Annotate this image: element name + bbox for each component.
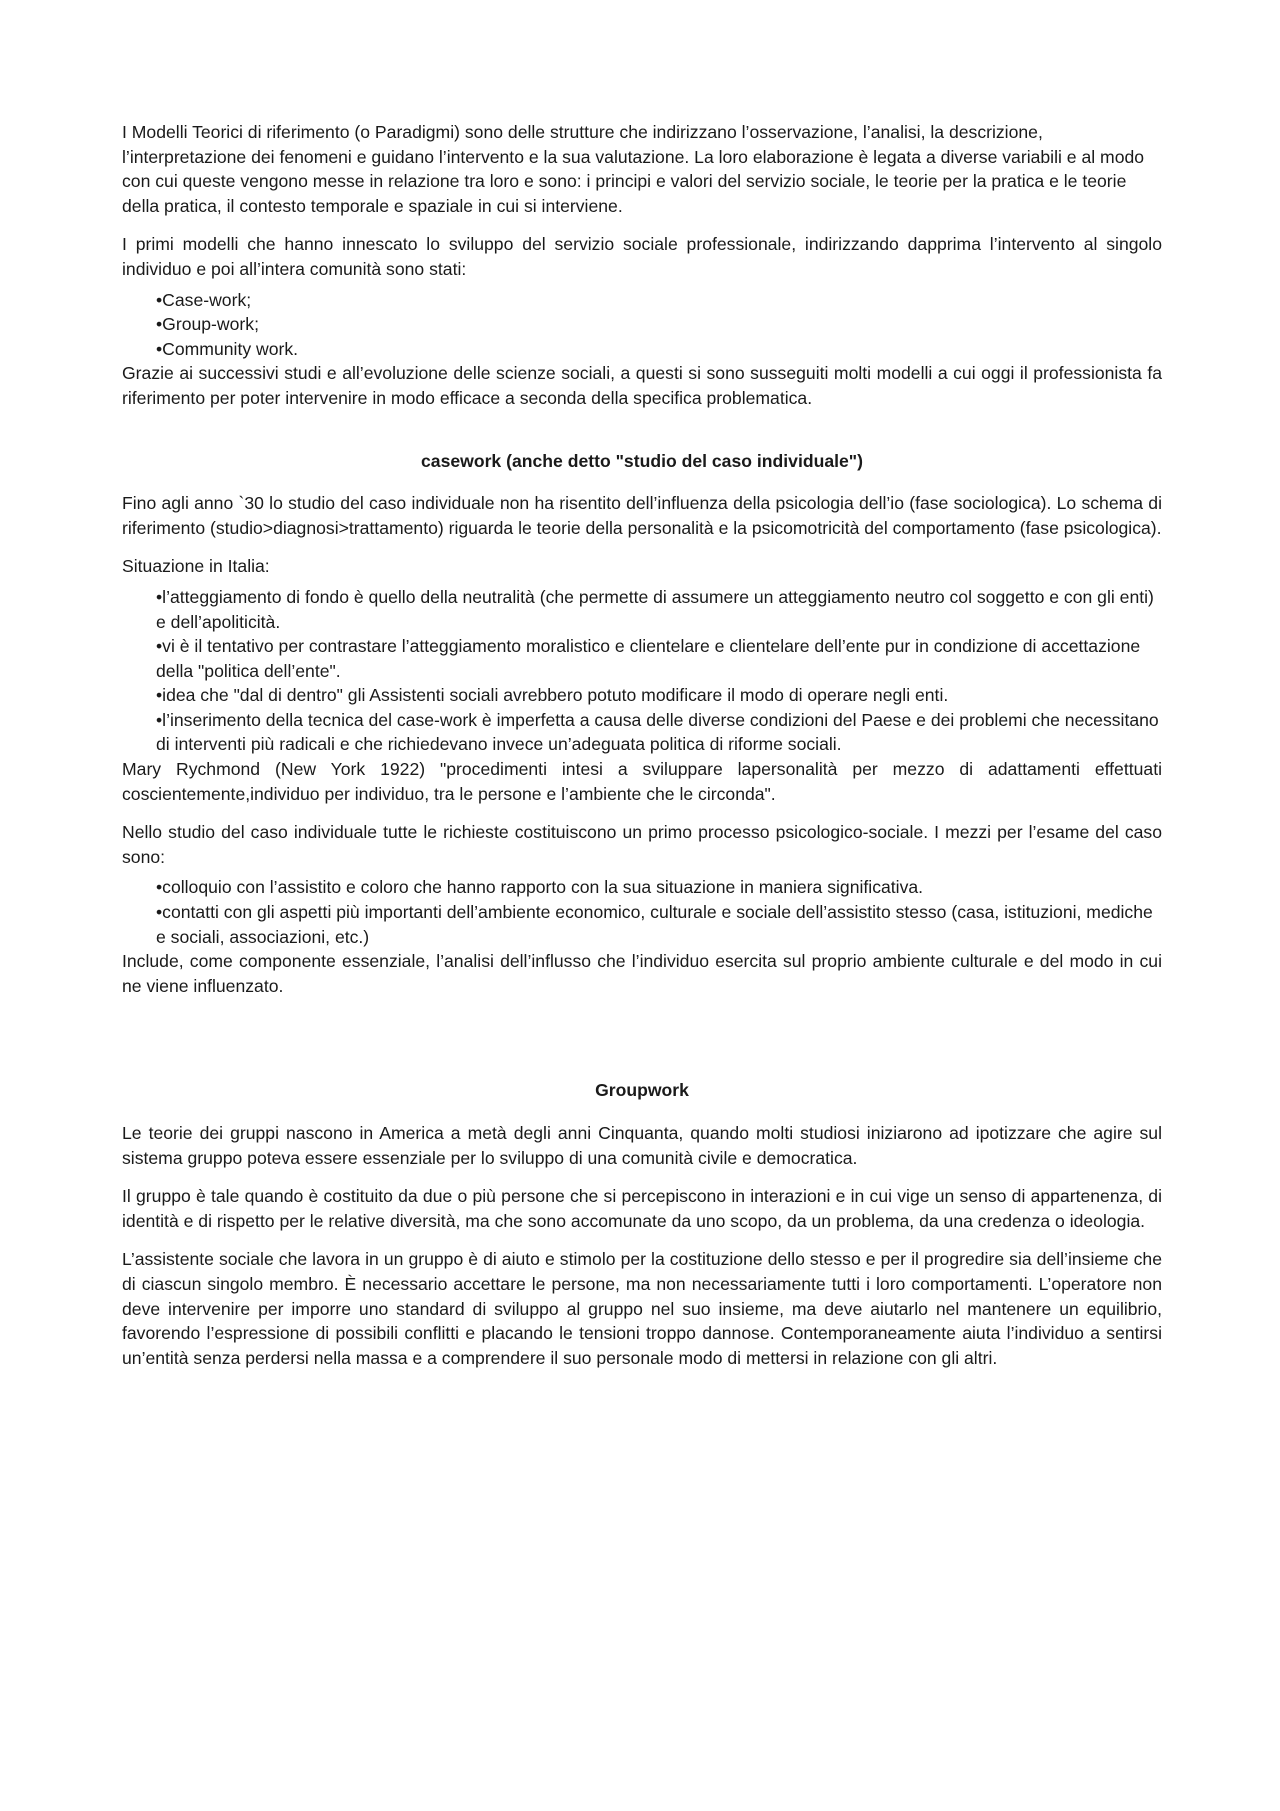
document-page — [122, 120, 1162, 1384]
list-item: •vi è il tentativo per contrastare l’atteggiamento moralistico e clientelare e clientelare dell’ente pur in condizione di accettazione della "politica dell’ente". — [156, 636, 1141, 681]
list-item: •l’atteggiamento di fondo è quello della neutralità (che permette di assumere un atteggiamento neutro col soggetto e con gli enti) e dell’apoliticità. — [156, 586, 1154, 632]
models-list — [122, 288, 1162, 362]
intro-paragraph-3: Grazie ai successivi studi e all’evoluzione delle scienze sociali, a questi si sono susseguiti molti modelli a cui oggi il professionista fa riferimento per poter intervenire in modo efficace a seconda della specifica problematica. — [122, 363, 1162, 408]
list-item: •l’inserimento della tecnica del case-work è imperfetta a causa delle diverse condizioni del Paese e dei problemi che necessitano di interventi più radicali e che richiedevano invece un’adeguata politica di riforme sociali. — [156, 709, 1159, 755]
intro-paragraph-2: I primi modelli che hanno innescato lo sviluppo del servizio sociale professionale, indirizzando dapprima l’intervento al singolo individuo e poi all’intera comunità sono stati: — [122, 234, 1162, 279]
groupwork-heading: Groupwork — [595, 1080, 689, 1101]
casework-paragraph-5: Include, come componente essenziale, l’analisi dell’influsso che l’individuo esercita sul proprio ambiente culturale e del modo in cui ne viene influenzato. — [122, 951, 1162, 996]
list-item: •colloquio con l’assistito e coloro che hanno rapporto con la sua situazione in maniera significativa. — [156, 877, 924, 898]
list-item: •contatti con gli aspetti più importanti dell’ambiente economico, culturale e sociale dell’assistito stesso (casa, istituzioni, mediche e sociali, associazioni, etc.) — [156, 902, 1153, 947]
list-item: •Community work. — [156, 338, 299, 359]
italy-situation-list — [122, 585, 1162, 757]
casework-paragraph-1: Fino agli anno `30 lo studio del caso individuale non ha risentito dell’influenza della psicologia dell’io (fase sociologica). Lo schema di riferimento (studio>diagnosi>trattamento) riguarda le teorie della personalità e la psicomotricità del comportamento (fase psicologica). — [122, 493, 1162, 538]
groupwork-paragraph-1: Le teorie dei gruppi nascono in America a metà degli anni Cinquanta, quando molti studiosi iniziarono ad ipotizzare che agire sul sistema gruppo poteva essere essenziale per lo sviluppo di una comunità civile e democratica. — [122, 1123, 1162, 1168]
casework-paragraph-4: Nello studio del caso individuale tutte le richieste costituiscono un primo processo psicologico-sociale. I mezzi per l’esame del caso sono: — [122, 822, 1162, 867]
casework-paragraph-2: Situazione in Italia: — [122, 556, 270, 577]
list-item: •idea che "dal di dentro" gli Assistenti sociali avrebbero potuto modificare il modo di operare negli enti. — [156, 685, 949, 706]
groupwork-paragraph-2: Il gruppo è tale quando è costituito da due o più persone che si percepiscono in interazioni e in cui vige un senso di appartenenza, di identità e di rispetto per le relative diversità, ma che sono accomunate da uno scopo, da un problema, da una credenza o ideologia. — [122, 1186, 1162, 1231]
casework-heading: casework (anche detto "studio del caso individuale") — [421, 450, 863, 471]
case-means-list — [122, 875, 1162, 949]
list-item: •Case-work; — [156, 289, 252, 310]
list-item: •Group-work; — [156, 314, 259, 335]
intro-paragraph-1: I Modelli Teorici di riferimento (o Paradigmi) sono delle strutture che indirizzano l’osservazione, l’analisi, la descrizione, l’interpretazione dei fenomeni e guidano l’intervento e la sua valutazione. La loro elaborazione è legata a diverse variabili e al modo con cui queste vengono messe in relazione tra loro e sono: i principi e valori del servizio sociale, le teorie per la pratica e le teorie della pratica, il contesto temporale e spaziale in cui si interviene. — [122, 122, 1145, 216]
casework-paragraph-3: Mary Rychmond (New York 1922) "procedimenti intesi a sviluppare lapersonalità per mezzo di adattamenti effettuati coscientemente,individuo per individuo, tra le persone e l’ambiente che le circonda". — [122, 759, 1162, 804]
groupwork-paragraph-3: L’assistente sociale che lavora in un gruppo è di aiuto e stimolo per la costituzione dello stesso e per il progredire sia dell’insieme che di ciascun singolo membro. È necessario accettare le persone, ma non necessariamente tutti i loro comportamenti. L’operatore non deve intervenire per imporre uno standard di sviluppo al gruppo nel suo insieme, ma deve aiutarlo nel mantenere un equilibrio, favorendo l’espressione di possibili conflitti e placando le tensioni troppo dannose. Contemporaneamente aiuta l’individuo a sentirsi un’entità senza perdersi nella massa e a comprendere il suo personale modo di mettersi in relazione con gli altri. — [122, 1249, 1162, 1368]
